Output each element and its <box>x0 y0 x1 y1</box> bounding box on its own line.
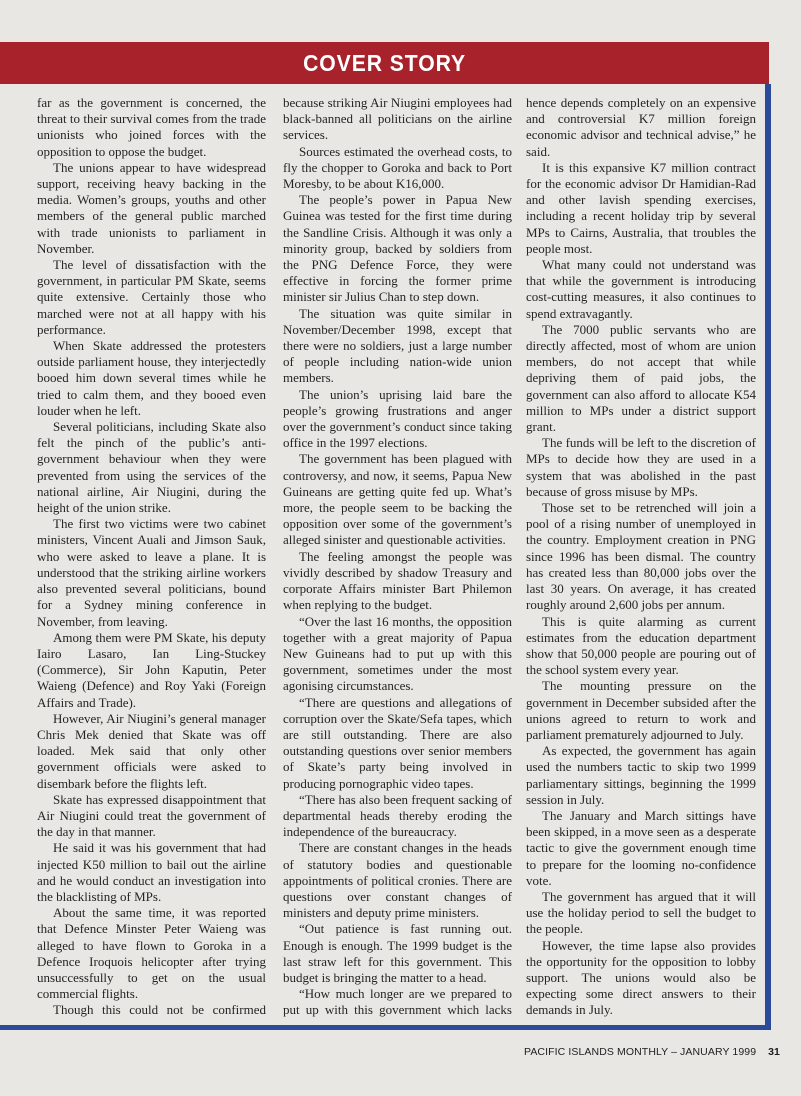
publication-line: PACIFIC ISLANDS MONTHLY – JANUARY 1999 <box>524 1046 757 1058</box>
article-paragraph: However, the time lapse also provides the opportunity for the opposition to lobby support. The unions would also be expecting some direct answers to their demands in July. <box>526 937 756 1018</box>
article-paragraph: He said it was his government that had injected K50 million to bail out the airline and he would conduct an investigation into the blacklisting of MPs. <box>37 840 266 904</box>
article-paragraph: Among them were PM Skate, his deputy Iairo Lasaro, Ian Ling-Stuckey (Commerce), Sir John Kaputin, Peter Waieng (Defence) and Roy Yaki (Foreign Affairs and Trade). <box>37 629 266 710</box>
article-paragraph: However, Air Niugini’s general manager Chris Mek denied that Skate was off loaded. Mek said that only other government officials were asked to disembark before the flights left. <box>37 710 266 791</box>
section-banner <box>0 42 769 84</box>
article-paragraph: The union’s uprising laid bare the people’s growing frustrations and anger over the government’s conduct since taking office in the 1997 elections. <box>283 386 512 451</box>
article-paragraph: The unions appear to have widespread support, receiving heavy backing in the media. Women’s groups, youths and other members of the general public marched with trade unionists to parliament in November. <box>37 159 266 256</box>
article-paragraph: The situation was quite similar in November/December 1998, except that there were no soldiers, just a large number of people including nation-wide union members. <box>283 305 512 386</box>
article-paragraph: About the same time, it was reported that Defence Minster Peter Waieng was alleged to have flown to Goroka in a Defence Iroquois helicopter after trying unsuccessfully to get on the usual commercial flights. <box>37 905 266 1002</box>
article-paragraph: The funds will be left to the discretion of MPs to decide how they are used in a system that was abolished in the past because of gross misuse by MPs. <box>526 435 756 499</box>
page-footer <box>524 1046 780 1058</box>
section-title: COVER STORY <box>303 49 466 76</box>
article-paragraph: This is quite alarming as current estimates from the education department show that 50,000 people are pouring out of the school system every year. <box>526 613 756 678</box>
article-paragraph: It is this expansive K7 million contract for the economic advisor Dr Hamidian-Rad and other lavish spending exercises, including a recent holiday trip by several MPs to Cairns, Australia, that troubles the people most. <box>526 159 756 256</box>
article-paragraph: Skate has expressed disappointment that Air Niugini could treat the government of the day in that manner. <box>37 791 266 840</box>
frame-border-bottom <box>0 1025 771 1030</box>
page-number: 31 <box>768 1046 780 1058</box>
article-column-2 <box>283 95 512 1020</box>
article-paragraph: The government has argued that it will use the holiday period to sell the budget to the people. <box>526 888 756 937</box>
article-paragraph: hence depends completely on an expensive and controversial K7 million foreign economic advisor and technical advise,” he said. <box>526 95 756 159</box>
article-paragraph: “Over the last 16 months, the opposition together with a great majority of Papua New Guineans had to put up with this government, sometimes under the most agonising circumstances. <box>283 613 512 694</box>
article-column-1 <box>37 95 266 1020</box>
article-paragraph: The first two victims were two cabinet ministers, Vincent Auali and Jimson Sauk, who were asked to leave a plane. It is understood that the striking airline workers also prevented several politicians, bound for a Sydney mining conference in November, from leaving. <box>37 516 266 629</box>
article-paragraph: When Skate addressed the protesters outside parliament house, they interjectedly booed him down several times while he tried to calm them, and they booed even louder when he left. <box>37 338 266 418</box>
article-paragraph: Though this could not be confirmed <box>53 1002 266 1018</box>
article-paragraph: There are constant changes in the heads of statutory bodies and questionable appointments of political cronies. There are questions over constant changes of ministers and deputy prime ministers. <box>283 840 512 921</box>
article-paragraph: The mounting pressure on the government in December subsided after the unions agreed to return to work and parliament prematurely adjourned to July. <box>526 678 756 742</box>
frame-border-right <box>765 84 771 1029</box>
article-paragraph: Those set to be retrenched will join a pool of a rising number of unemployed in the country. Employment creation in PNG since 1996 has been dismal. The country has created less than 80,000 jobs over the last 30 years. On average, it has created roughly around 2,600 jobs per annum. <box>526 500 756 613</box>
article-paragraph: because striking Air Niugini employees had black-banned all politicians on the airline services. <box>283 95 512 143</box>
article-paragraph: “There are questions and allegations of corruption over the Skate/Sefa tapes, which are still outstanding. There are also outstanding questions over senior members of Skate’s party being involved in producing pornographic video tapes. <box>283 694 512 791</box>
article-paragraph: The people’s power in Papua New Guinea was tested for the first time during the Sandline Crisis. Although it was only a minority group, backed by soldiers from the PNG Defence Force, they were effective in forcing the former prime minister sir Julius Chan to step down. <box>283 192 512 305</box>
article-paragraph: The January and March sittings have been skipped, in a move seen as a desperate tactic to give the government enough time to prepare for the looming no-confidence vote. <box>526 807 756 888</box>
article-paragraph: The feeling amongst the people was vividly described by shadow Treasury and corporate Affairs minister Bart Philemon when replying to the budget. <box>283 548 512 613</box>
article-paragraph: The government has been plagued with controversy, and now, it seems, Papua New Guineans are getting quite fed up. What’s more, the people seem to be backing the opposition over some of the government’s alleged sinister and questionable activities. <box>283 451 512 548</box>
article-paragraph: What many could not understand was that while the government is introducing cost-cutting measures, it also continues to spend extravagantly. <box>526 257 756 321</box>
article-paragraph: Sources estimated the overhead costs, to fly the chopper to Goroka and back to Port Moresby, to be about K16,000. <box>283 143 512 192</box>
article-paragraph: “Out patience is fast running out. Enough is enough. The 1999 budget is the last straw left for this government. This budget is bringing the matter to a head. <box>283 921 512 985</box>
article-paragraph: “There has also been frequent sacking of departmental heads thereby eroding the independence of the bureaucracy. <box>283 791 512 840</box>
article-paragraph: The 7000 public servants who are directly affected, most of whom are union members, do not accept that while depriving them of paid jobs, the government can also afford to allocate K54 million to MPs under a district support grant. <box>526 321 756 435</box>
article-paragraph: “How much longer are we prepared to put up with this government which lacks <box>283 986 512 1018</box>
article-column-3 <box>526 95 756 1020</box>
article-paragraph: far as the government is concerned, the threat to their survival comes from the trade unionists who joined forces with the opposition to oppose the budget. <box>37 95 266 159</box>
article-paragraph: Several politicians, including Skate also felt the pinch of the public’s anti-government behaviour when they were prevented from using the services of the national airline, Air Niugini, during the height of the union strike. <box>37 419 266 516</box>
article-paragraph: As expected, the government has again used the numbers tactic to skip two 1999 parliamentary sittings, beginning the 1999 session in July. <box>526 743 756 807</box>
article-paragraph <box>526 1019 756 1020</box>
article-paragraph: The level of dissatisfaction with the government, in particular PM Skate, seems quite extensive. Certainly those who marched were not at all happy with his performance. <box>37 257 266 337</box>
